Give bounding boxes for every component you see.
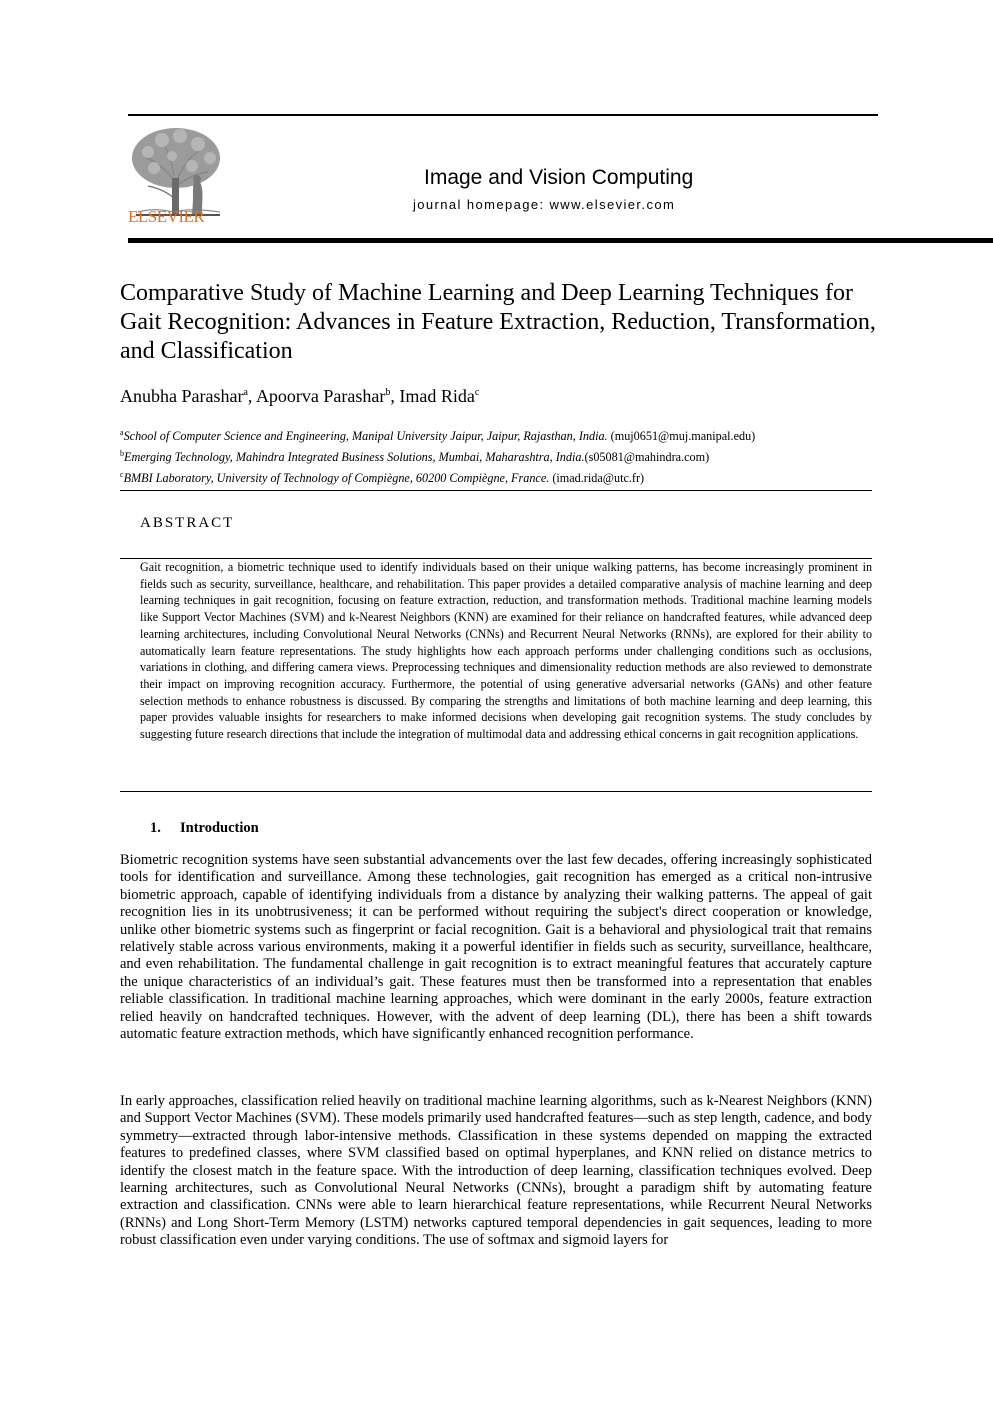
- affiliation-mark: a: [120, 428, 124, 437]
- affiliation-email[interactable]: (imad.rida@utc.fr): [549, 471, 645, 486]
- abstract-text: Gait recognition, a biometric technique used to identify individuals based on their unique walking patterns, has become increasingly prominent in fields such as security, surveillance, healthcare, and rehabilitation. This paper provides a detailed comparative analysis of machine learning and deep learning techniques in gait recognition, focusing on feature extraction, reduction, and transformation methods. Traditional machine learning models like Support Vector Machines (SVM) and k-Nearest Neighbors (KNN) are examined for their reliance on handcrafted features, while advanced deep learning architectures, including Convolutional Neural Networks (CNNs) and Recurrent Neural Networks (RNNs), are explored for their ability to automatically learn feature representations. The study highlights how each approach performs under challenging conditions such as occlusions, variations in clothing, and differing camera views. Preprocessing techniques and dimensionality reduction methods are also reviewed to demonstrate their impact on improving recognition accuracy. Furthermore, the potential of using generative adversarial networks (GANs) and other feature selection methods to enhance robustness is discussed. By comparing the strengths and limitations of both machine learning and deep learning, this paper provides valuable insights for researchers to make informed decisions when developing gait recognition systems. The study concludes by suggesting future research directions that include the integration of multimodal data and addressing ethical concerns in gait recognition applications.: [140, 560, 872, 742]
- affiliation-divider: [120, 490, 872, 491]
- author-name: Imad Rida: [399, 386, 475, 406]
- affiliation-text: Emerging Technology, Mahindra Integrated Business Solutions, Mumbai, Maharashtra, India.: [124, 450, 585, 465]
- affiliation-item: [120, 445, 880, 466]
- header-bottom-rule: [128, 238, 993, 243]
- affiliation-list: [120, 424, 880, 487]
- section-heading-introduction: [150, 820, 259, 837]
- abstract-bottom-divider: [120, 791, 872, 792]
- affiliation-email[interactable]: (s05081@mahindra.com): [584, 450, 710, 465]
- journal-homepage[interactable]: journal homepage: www.elsevier.com: [413, 197, 676, 212]
- author-affiliation-mark: c: [474, 387, 480, 398]
- journal-name: Image and Vision Computing: [424, 166, 694, 189]
- affiliation-item: [120, 466, 880, 487]
- affiliation-item: [120, 424, 880, 445]
- body-paragraph: Biometric recognition systems have seen substantial advancements over the last few decades, offering increasingly sophisticated tools for identification and surveillance. Among these technologies, gait recognition has emerged as a critical non-intrusive biometric approach, capable of identifying individuals from a distance by analyzing their walking patterns. The appeal of gait recognition lies in its unobtrusiveness; it can be performed without requiring the subject's direct cooperation or knowledge, unlike other biometric systems such as fingerprint or facial recognition. Gait is a behavioral and physiological trait that remains relatively stable across various environments, making it a powerful identifier in fields such as security, surveillance, healthcare, and even rehabilitation. The fundamental challenge in gait recognition is to extract meaningful features that accurately capture the unique characteristics of an individual’s gait. These features must then be transformed into a representation that enables reliable classification. In traditional machine learning approaches, which were dominant in the early 2000s, feature extraction relied heavily on handcrafted techniques. However, with the advent of deep learning (DL), there has been a shift towards automatic feature extraction methods, which have significantly enhanced recognition performance.: [120, 852, 872, 1043]
- abstract-heading: ABSTRACT: [140, 515, 235, 531]
- header-top-rule: [128, 114, 878, 116]
- author-affiliation-mark: b: [385, 387, 391, 398]
- affiliation-text: BMBI Laboratory, University of Technology of Compiègne, 60200 Compiègne, France.: [123, 471, 550, 486]
- publisher-wordmark: ELSEVIER: [128, 207, 205, 226]
- body-paragraph: In early approaches, classification relied heavily on traditional machine learning algorithms, such as k-Nearest Neighbors (KNN) and Support Vector Machines (SVM). These models primarily used handcrafted features—such as step length, cadence, and body symmetry—extracted through labor-intensive methods. Classification in these systems depended on mapping the extracted features to predefined classes, where SVM classified based on optimal hyperplanes, and KNN relied on distance metrics to identify the closest match in the feature space. With the introduction of deep learning, classification techniques evolved. Deep learning architectures, such as Convolutional Neural Networks (CNNs), brought a paradigm shift by automating feature extraction and classification. CNNs were able to learn hierarchical feature representations, while Recurrent Neural Networks (RNNs) and Long Short-Term Memory (LSTM) networks captured temporal dependencies in gait sequences, leading to more robust classification even under varying conditions. The use of softmax and sigmoid layers for: [120, 1093, 872, 1249]
- section-number: 1.: [150, 820, 161, 836]
- paper-title: Comparative Study of Machine Learning and Deep Learning Techniques for Gait Recognition: Advances in Feature Extraction, Reduction, Transformation, and Classification: [120, 280, 876, 364]
- author-separator: ,: [247, 386, 256, 406]
- section-title: Introduction: [180, 820, 259, 836]
- author-separator: ,: [390, 386, 400, 406]
- affiliation-mark: b: [120, 449, 124, 459]
- author-affiliation-mark: a: [243, 387, 248, 398]
- affiliation-mark: c: [120, 470, 124, 480]
- affiliation-email[interactable]: (muj0651@muj.manipal.edu): [607, 429, 756, 444]
- affiliation-text: School of Computer Science and Engineering, Manipal University Jaipur, Jaipur, Rajasthan, India.: [123, 429, 608, 444]
- author-list: [120, 386, 479, 407]
- author-name: Apoorva Parashar: [255, 386, 386, 406]
- author-name: Anubha Parashar: [120, 386, 244, 406]
